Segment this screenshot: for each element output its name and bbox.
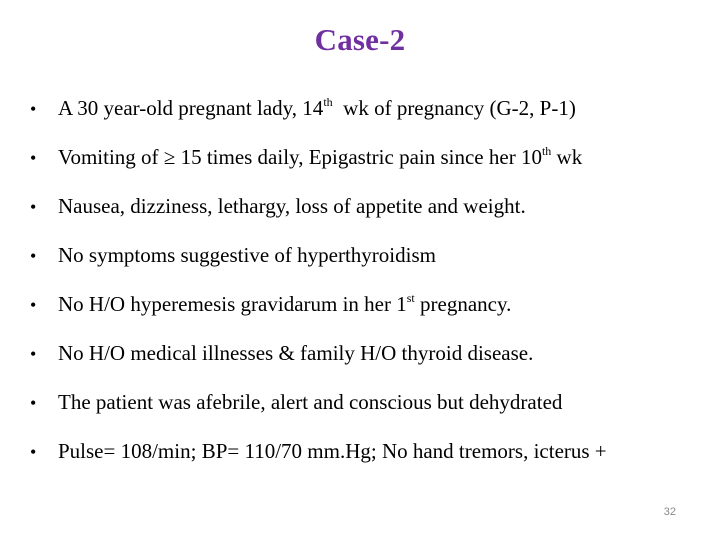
bullet-item-4 (30, 237, 607, 286)
bullet-item-7 (30, 384, 607, 433)
bullet-text: A 30 year-old pregnant lady, 14th wk of pregnancy (G-2, P-1) (58, 95, 576, 120)
bullet-text: No H/O medical illnesses & family H/O thyroid disease. (58, 341, 534, 365)
superscript: th (541, 144, 552, 158)
bullet-icon: • (30, 393, 37, 413)
bullet-text: Nausea, dizziness, lethargy, loss of appetite and weight. (58, 194, 526, 218)
bullet-text: No H/O hyperemesis gravidarum in her 1st pregnancy. (58, 291, 512, 316)
bullet-icon: • (30, 148, 37, 168)
bullet-item-6 (30, 335, 607, 384)
slide-title: Case-2 (314, 22, 406, 57)
bullet-text: Vomiting of ≥ 15 times daily, Epigastric pain since her 10th wk (58, 144, 583, 169)
bullet-icon: • (30, 246, 37, 266)
bullet-item-1 (30, 90, 607, 139)
page-number: 32 (663, 506, 676, 518)
bullet-item-8 (30, 433, 607, 482)
bullet-icon: • (30, 442, 37, 462)
bullet-icon: • (30, 99, 37, 119)
bullet-item-2 (30, 139, 607, 188)
bullet-icon: • (30, 197, 37, 217)
bullet-item-5 (30, 286, 607, 335)
bullet-text: Pulse= 108/min; BP= 110/70 mm.Hg; No hand tremors, icterus + (58, 439, 607, 463)
bullet-icon: • (30, 344, 37, 364)
bullet-icon: • (30, 295, 37, 315)
superscript: st (406, 291, 415, 305)
bullet-list (30, 90, 607, 482)
superscript: th (323, 95, 333, 109)
bullet-item-3 (30, 188, 607, 237)
bullet-text: No symptoms suggestive of hyperthyroidism (58, 243, 436, 267)
bullet-text: The patient was afebrile, alert and conscious but dehydrated (58, 390, 563, 414)
